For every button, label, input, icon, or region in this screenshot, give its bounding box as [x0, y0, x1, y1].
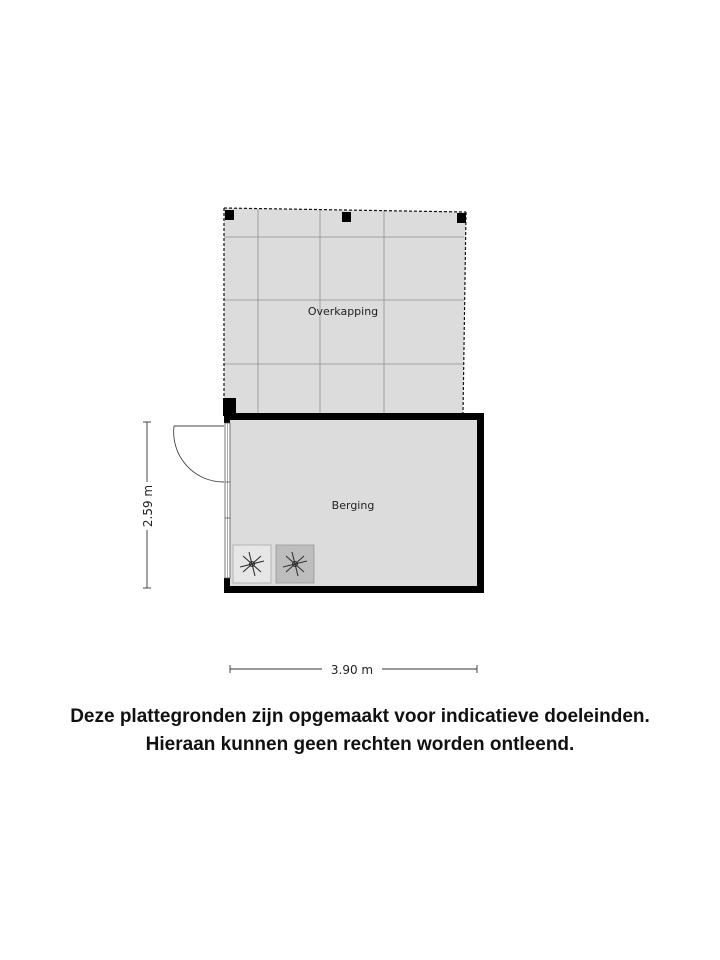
overkapping-label: Overkapping: [307, 305, 379, 318]
wall-bottom: [224, 586, 484, 593]
berging-room: [174, 413, 484, 593]
washing-machine-icon: [233, 545, 271, 583]
wall-left-bottom: [224, 578, 230, 593]
berging-label: Berging: [331, 499, 375, 512]
dryer-icon: [276, 545, 314, 583]
wall-top: [224, 413, 484, 420]
post: [342, 212, 351, 222]
overkapping-area: [223, 208, 466, 416]
width-dimension-label: 3.90 m: [330, 663, 374, 677]
wall-right: [477, 413, 484, 593]
post: [457, 213, 466, 223]
disclaimer-line-1: Deze plattegronden zijn opgemaakt voor indicatieve doeleinden.: [70, 706, 650, 727]
post: [225, 210, 234, 220]
wall-left-corner: [224, 413, 230, 423]
disclaimer-line-2: Hieraan kunnen geen rechten worden ontleend.: [145, 734, 575, 755]
height-dimension-label: 2.59 m: [141, 484, 155, 528]
door-swing: [174, 426, 224, 482]
